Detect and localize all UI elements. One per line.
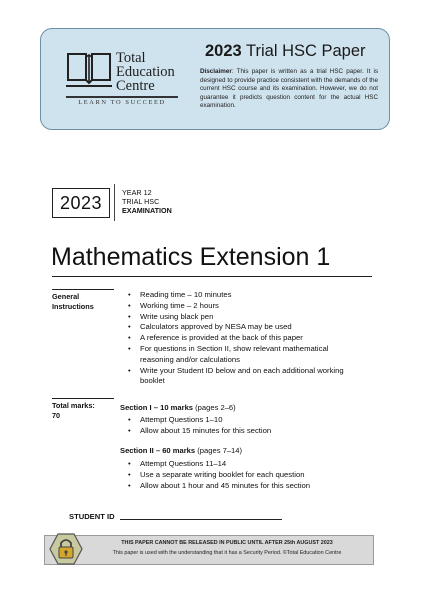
bullet-icon: • (128, 425, 131, 435)
total-marks-value: 70 (52, 410, 61, 420)
bullet-icon: • (128, 322, 131, 332)
list-item-text: A reference is provided at the back of this paper (140, 333, 303, 343)
student-id-label: STUDENT ID (69, 512, 115, 521)
logo-divider (66, 96, 178, 98)
list-item-text: Allow about 1 hour and 45 minutes for this section (140, 480, 311, 490)
list-item (123, 459, 361, 470)
general-instructions-label-line1: General (52, 292, 80, 301)
open-book-logo-icon (66, 49, 112, 89)
list-item-text: Attempt Questions 1–10 (140, 415, 223, 424)
subject-divider (52, 276, 372, 277)
total-marks (52, 401, 95, 420)
list-item (123, 290, 361, 301)
total-marks-label: Total marks: (52, 401, 95, 410)
section-2-heading (120, 446, 242, 455)
logo-text-centre: Centre (116, 78, 155, 94)
section-1-pages: (pages 2–6) (195, 403, 236, 412)
list-item-text: Working time – 2 hours (140, 300, 219, 310)
disclaimer-text (200, 68, 378, 111)
total-marks-rule (52, 398, 114, 399)
list-item (123, 415, 361, 426)
year-level: YEAR 12 (122, 188, 152, 197)
list-item (123, 312, 361, 323)
bullet-icon: • (128, 480, 131, 490)
general-instructions-rule (52, 289, 114, 290)
list-item (123, 301, 361, 312)
logo-text-education: Education (116, 64, 175, 80)
list-item-text: Write using black pen (140, 311, 214, 321)
list-item-text: For questions in Section II, show relevant mathematical reasoning and/or calculations (140, 343, 329, 364)
section-2-title: Section II – 60 marks (120, 446, 196, 455)
list-item-text: Reading time – 10 minutes (140, 290, 232, 299)
section-1-heading (120, 403, 236, 412)
disclaimer-body: : This paper is written as a trial HSC paper. It is designed to provide practice consistent with the demands of the current HSC course and its examination. However, we do not guarantee it predicts question content for the actual HSC examination. (200, 68, 378, 110)
list-item (123, 366, 361, 388)
general-instructions-label (52, 292, 94, 311)
general-instructions-list (123, 290, 361, 387)
bullet-icon: • (128, 459, 131, 468)
logo-tagline: LEARN TO SUCCEED (78, 99, 166, 106)
exam-year-box: 2023 (52, 188, 110, 218)
security-notice: THIS PAPER CANNOT BE RELEASED IN PUBLIC UNTIL AFTER 25th AUGUST 2023 (121, 540, 333, 546)
bullet-icon: • (128, 415, 131, 424)
disclaimer-label: Disclaimer (200, 68, 232, 75)
section-1-title: Section I – 10 marks (120, 403, 194, 412)
section-2-list (123, 459, 361, 491)
list-item-text: Use a separate writing booklet for each question (140, 469, 305, 479)
security-padlock-icon (49, 533, 83, 565)
list-item-text: Write your Student ID below and on each additional working booklet (140, 365, 344, 386)
list-item (123, 481, 361, 492)
bullet-icon: • (128, 469, 131, 479)
section-2-pages: (pages 7–14) (197, 446, 243, 455)
trial-paper-label: Trial HSC Paper (246, 42, 366, 60)
bullet-icon: • (128, 365, 131, 375)
logo-text-total: Total (116, 50, 146, 66)
section-1-list (123, 415, 361, 437)
general-instructions-label-line2: Instructions (52, 301, 94, 311)
bullet-icon: • (128, 333, 131, 343)
bullet-icon: • (128, 311, 131, 321)
copyright-notice: This paper is used with the understanding that it has a Security Period. ©Total Education Centre (112, 550, 342, 556)
year-divider (114, 184, 115, 221)
list-item (123, 344, 361, 366)
list-item (123, 333, 361, 344)
list-item-text: Calculators approved by NESA may be used (140, 322, 292, 332)
trial-paper-year: 2023 (205, 42, 242, 60)
bullet-icon: • (128, 290, 131, 299)
trial-paper-title (205, 42, 366, 61)
list-item-text: Allow about 15 minutes for this section (140, 425, 272, 435)
list-item (123, 470, 361, 481)
exam-label: EXAMINATION (122, 206, 172, 215)
exam-type: TRIAL HSC (122, 197, 160, 206)
list-item (123, 426, 361, 437)
list-item-text: Attempt Questions 11–14 (140, 459, 227, 468)
subject-title: Mathematics Extension 1 (51, 243, 331, 271)
list-item (123, 322, 361, 333)
student-id-field[interactable] (120, 519, 282, 520)
bullet-icon: • (128, 300, 131, 310)
bullet-icon: • (128, 343, 131, 353)
